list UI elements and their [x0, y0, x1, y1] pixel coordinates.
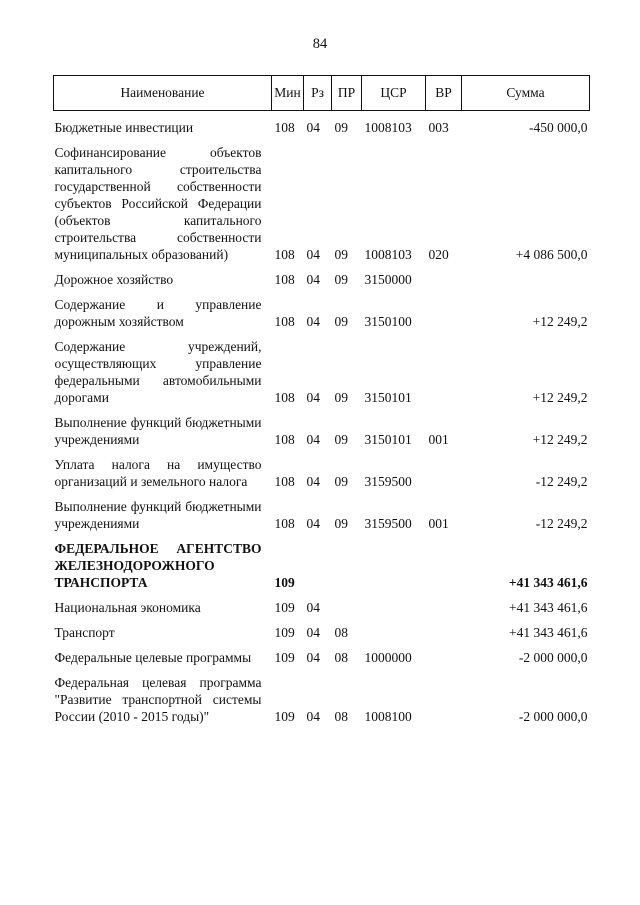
row-name: Бюджетные инвестиции [54, 120, 194, 135]
table-row [54, 490, 590, 532]
row-csr [362, 616, 426, 641]
row-rz: 04 [306, 390, 320, 405]
row-min: 109 [274, 650, 295, 665]
row-name: Федеральная целевая программа "Развитие транспортной системы России (2010 - 2015 годы)" [54, 675, 262, 724]
table-row [54, 666, 590, 725]
table-row [54, 532, 590, 591]
row-min: 109 [274, 625, 295, 640]
header-min: Мин [272, 76, 304, 111]
row-sum: +12 249,2 [532, 390, 588, 405]
row-vr: 001 [428, 432, 449, 447]
row-min: 108 [274, 516, 295, 531]
row-min: 108 [274, 247, 295, 262]
row-rz [304, 532, 332, 591]
row-pr: 09 [334, 314, 348, 329]
row-min: 108 [274, 314, 295, 329]
row-vr [426, 263, 462, 288]
row-min: 108 [274, 432, 295, 447]
row-csr: 1008103 [364, 120, 412, 135]
row-name: Содержание и управление дорожным хозяйством [54, 297, 262, 329]
table-header-row [54, 76, 590, 111]
row-pr: 09 [334, 120, 348, 135]
row-sum: -12 249,2 [535, 474, 588, 489]
row-rz: 04 [306, 516, 320, 531]
row-pr: 08 [334, 650, 348, 665]
row-rz: 04 [306, 247, 320, 262]
header-sum: Сумма [462, 76, 590, 111]
row-sum: +41 343 461,6 [509, 600, 588, 615]
row-sum: -2 000 000,0 [518, 650, 588, 665]
row-name: Выполнение функций бюджетными учреждениями [54, 415, 262, 447]
row-vr [426, 591, 462, 616]
row-name: Уплата налога на имущество организаций и земельного налога [54, 457, 262, 489]
row-rz: 04 [306, 432, 320, 447]
page-number: 84 [312, 36, 328, 52]
row-vr [426, 616, 462, 641]
row-rz: 04 [306, 625, 320, 640]
row-sum: -450 000,0 [529, 120, 588, 135]
table-row [54, 136, 590, 263]
table-row [54, 330, 590, 406]
row-sum: +12 249,2 [532, 432, 588, 447]
row-sum: +41 343 461,6 [508, 575, 588, 590]
row-vr: 001 [428, 516, 449, 531]
row-csr: 3150101 [364, 390, 412, 405]
table-row [54, 448, 590, 490]
row-name: Транспорт [54, 625, 115, 640]
row-min: 109 [274, 709, 295, 724]
row-csr: 3159500 [364, 474, 412, 489]
row-csr: 1008103 [364, 247, 412, 262]
row-csr [362, 532, 426, 591]
header-csr: ЦСР [362, 76, 426, 111]
row-rz: 04 [306, 474, 320, 489]
row-vr [426, 666, 462, 725]
table-row [54, 641, 590, 666]
row-rz: 04 [306, 314, 320, 329]
row-sum [462, 263, 590, 288]
row-min: 108 [274, 390, 295, 405]
row-csr: 3150000 [364, 272, 412, 287]
table-row [54, 288, 590, 330]
row-name: Выполнение функций бюджетными учреждениями [54, 499, 262, 531]
table-row [54, 263, 590, 288]
row-vr [426, 330, 462, 406]
row-csr: 3150100 [364, 314, 412, 329]
row-name: Дорожное хозяйство [54, 272, 174, 287]
row-name: Национальная экономика [54, 600, 201, 615]
header-rz: Рз [304, 76, 332, 111]
row-sum: +41 343 461,6 [509, 625, 588, 640]
row-name: ФЕДЕРАЛЬНОЕ АГЕНТСТВО ЖЕЛЕЗНОДОРОЖНОГО ТРАНСПОРТА [54, 541, 262, 590]
row-csr: 1000000 [364, 650, 412, 665]
row-csr [362, 591, 426, 616]
row-vr: 003 [428, 120, 449, 135]
row-pr [332, 532, 362, 591]
row-sum: +12 249,2 [532, 314, 588, 329]
budget-table [53, 75, 590, 725]
row-vr [426, 448, 462, 490]
row-rz: 04 [306, 709, 320, 724]
row-rz: 04 [306, 650, 320, 665]
row-name: Федеральные целевые программы [54, 650, 252, 665]
row-vr [426, 641, 462, 666]
row-rz: 04 [306, 600, 320, 615]
row-sum: -2 000 000,0 [518, 709, 588, 724]
table-row [54, 616, 590, 641]
header-vr: ВР [426, 76, 462, 111]
row-vr [426, 532, 462, 591]
row-min: 109 [274, 600, 295, 615]
row-csr: 1008100 [364, 709, 412, 724]
table-row [54, 591, 590, 616]
row-name: Софинансирование объектов капитального строительства государственной собственности субъектов Российской Федерации (объектов капитального строительства собственности муниципальных образований) [54, 145, 262, 262]
row-vr [426, 288, 462, 330]
row-min: 108 [274, 272, 295, 287]
row-csr: 3150101 [364, 432, 412, 447]
row-pr [332, 591, 362, 616]
row-pr: 08 [334, 709, 348, 724]
row-min: 108 [274, 474, 295, 489]
row-min: 108 [274, 120, 295, 135]
row-pr: 09 [334, 247, 348, 262]
row-pr: 09 [334, 516, 348, 531]
table-row [54, 111, 590, 137]
row-name: Содержание учреждений, осуществляющих управление федеральными автомобильными дорогами [54, 339, 262, 405]
row-pr: 09 [334, 432, 348, 447]
row-vr: 020 [428, 247, 449, 262]
row-pr: 09 [334, 474, 348, 489]
row-rz: 04 [306, 272, 320, 287]
header-pr: ПР [332, 76, 362, 111]
row-pr: 09 [334, 272, 348, 287]
header-name: Наименование [54, 76, 272, 111]
row-pr: 08 [334, 625, 348, 640]
table-row [54, 406, 590, 448]
row-csr: 3159500 [364, 516, 412, 531]
row-rz: 04 [306, 120, 320, 135]
row-sum: -12 249,2 [535, 516, 588, 531]
row-sum: +4 086 500,0 [515, 247, 588, 262]
row-min: 109 [274, 575, 295, 590]
row-pr: 09 [334, 390, 348, 405]
